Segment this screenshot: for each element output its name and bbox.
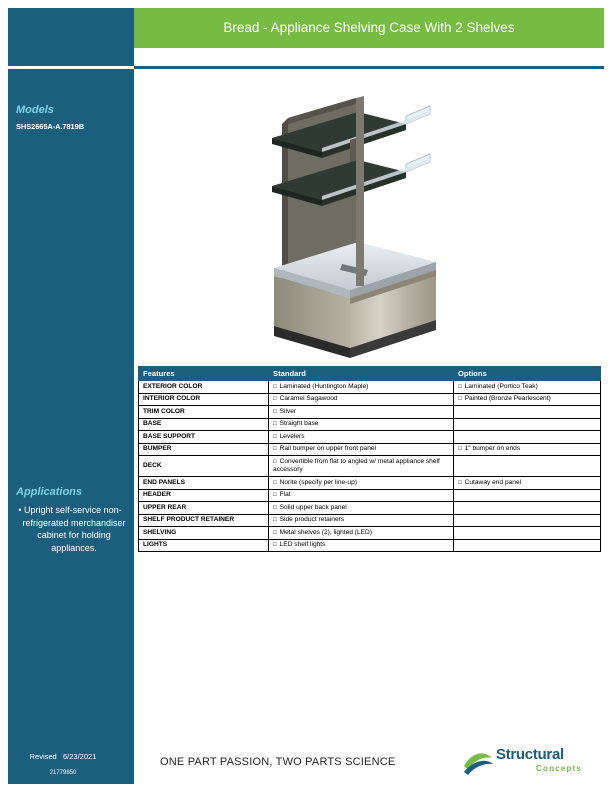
cell-standard (269, 456, 454, 477)
cell-options-text: Laminated (Portico Teak) (464, 382, 538, 390)
logo-subname: Concepts (536, 764, 583, 773)
checkbox-icon: □ (458, 396, 462, 402)
cell-feature: UPPER REAR (139, 502, 269, 515)
footer-tagline: ONE PART PASSION, TWO PARTS SCIENCE (160, 756, 396, 768)
cell-standard (269, 418, 454, 431)
cell-standard-text: Side product retainers (279, 516, 345, 523)
column-header-features: Features (139, 367, 269, 381)
table-row (139, 418, 601, 431)
cell-options (454, 406, 601, 419)
cell-options (454, 477, 601, 490)
revised-label: Revised (29, 752, 57, 761)
cell-standard (269, 539, 454, 552)
cell-standard-text: Flat (279, 491, 291, 498)
cell-standard-text: Convertible from flat to angled w/ metal appliance shelf accessory (273, 457, 440, 473)
revised-stamp (0, 752, 126, 761)
cell-options (454, 418, 601, 431)
product-illustration (230, 80, 510, 360)
checkbox-icon: □ (458, 479, 462, 486)
checkbox-icon: □ (458, 446, 462, 452)
cell-options-text: Cutaway end panel (464, 478, 522, 486)
cell-standard-text: Solid upper back panel (279, 503, 347, 511)
table-row (139, 406, 601, 419)
cell-options (454, 443, 601, 456)
cell-standard-text: Rail bumper on upper front panel (279, 445, 377, 452)
cell-standard (269, 477, 454, 490)
checkbox-icon: □ (273, 479, 277, 486)
table-row (139, 539, 601, 552)
cell-standard (269, 431, 454, 444)
table-row (139, 381, 601, 394)
cell-options (454, 431, 601, 444)
cell-standard (269, 502, 454, 515)
cell-standard (269, 514, 454, 527)
column-header-standard: Standard (269, 367, 454, 381)
table-row (139, 502, 601, 515)
checkbox-icon: □ (273, 542, 277, 548)
cell-feature: BUMPER (139, 443, 269, 456)
sidebar-divider (8, 66, 134, 69)
cell-feature: EXTERIOR COLOR (139, 381, 269, 394)
checkbox-icon: □ (273, 529, 277, 536)
checkbox-icon: □ (273, 517, 277, 523)
cell-standard-text: Norite (specify per line-up) (279, 478, 357, 486)
cell-feature: BASE SUPPORT (139, 431, 269, 444)
cell-feature: HEADER (139, 489, 269, 502)
cell-options (454, 456, 601, 477)
cell-standard-text: Metal shelves (2), lighted (LED) (279, 528, 372, 536)
table-header-row (139, 367, 601, 381)
cell-options (454, 527, 601, 540)
checkbox-icon: □ (273, 458, 277, 465)
cell-feature: TRIM COLOR (139, 406, 269, 419)
cell-feature: INTERIOR COLOR (139, 393, 269, 406)
checkbox-icon: □ (273, 383, 277, 390)
applications-label: Applications (16, 486, 83, 498)
cell-standard-text: LED shelf lights (279, 541, 326, 548)
cell-options-text: 1" bumper on ends (464, 445, 521, 452)
specifications-table (138, 366, 601, 552)
company-logo (462, 744, 596, 780)
column-header-options: Options (454, 367, 601, 381)
cell-feature: DECK (139, 456, 269, 477)
cell-feature: BASE (139, 418, 269, 431)
checkbox-icon: □ (273, 408, 277, 415)
document-number: 21779850 (49, 770, 77, 776)
cell-feature: LIGHTS (139, 539, 269, 552)
cell-standard (269, 443, 454, 456)
table-row (139, 514, 601, 527)
cell-options (454, 393, 601, 406)
bullet-icon: • (18, 505, 25, 515)
checkbox-icon: □ (273, 396, 277, 402)
cell-options (454, 514, 601, 527)
cell-standard (269, 527, 454, 540)
checkbox-icon: □ (458, 383, 462, 390)
cell-standard-text: Silver (279, 407, 297, 415)
cell-options (454, 539, 601, 552)
cell-feature: END PANELS (139, 477, 269, 490)
cell-standard (269, 381, 454, 394)
models-value: SHS2665A-A.7819B (16, 122, 85, 131)
cell-standard (269, 406, 454, 419)
checkbox-icon: □ (273, 446, 277, 452)
cell-feature: SHELF PRODUCT RETAINER (139, 514, 269, 527)
revised-date: 6/23/2021 (63, 752, 97, 761)
cell-options (454, 381, 601, 394)
checkbox-icon: □ (273, 504, 277, 511)
header-divider (134, 66, 604, 69)
cell-feature: SHELVING (139, 527, 269, 540)
checkbox-icon: □ (273, 433, 277, 440)
table-row (139, 527, 601, 540)
cell-options (454, 502, 601, 515)
cell-standard (269, 489, 454, 502)
cell-standard (269, 393, 454, 406)
table-row (139, 489, 601, 502)
table-row (139, 431, 601, 444)
table-row (139, 456, 601, 477)
cell-options (454, 489, 601, 502)
checkbox-icon: □ (273, 492, 277, 498)
table-body (139, 381, 601, 552)
application-text: Upright self-service non-refrigerated merchandiser cabinet for holding appliances. (22, 505, 126, 553)
cell-standard-text: Straight base (279, 420, 319, 427)
cell-options-text: Painted (Bronze Pearlescent) (464, 395, 551, 402)
list-item (14, 504, 126, 554)
header-bar (134, 8, 604, 48)
table-row (139, 477, 601, 490)
cell-standard-text: Laminated (Huntington Maple) (279, 382, 369, 390)
checkbox-icon: □ (273, 421, 277, 427)
page-title: Bread - Appliance Shelving Case With 2 Shelves (223, 20, 515, 35)
cell-standard-text: Caramel Sagawood (279, 395, 338, 402)
logo-name: Structural (496, 746, 564, 763)
cell-standard-text: Levelers (279, 432, 305, 440)
models-label: Models (16, 104, 54, 116)
table-row (139, 443, 601, 456)
applications-list (14, 504, 126, 554)
table-row (139, 393, 601, 406)
